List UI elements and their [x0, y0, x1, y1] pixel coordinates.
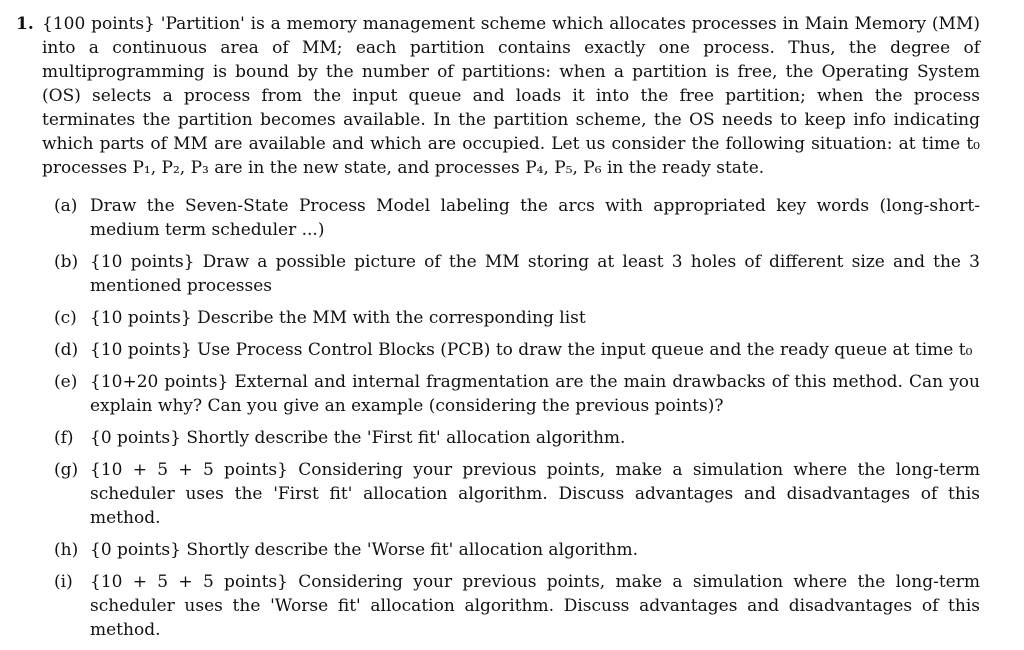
sub-question-e: [54, 370, 980, 418]
sub-question-text: {0 points} Shortly describe the 'First fit' allocation algorithm.: [90, 428, 626, 448]
sub-question-label: (e): [54, 372, 78, 392]
question-block: [16, 12, 980, 180]
sub-question-text: {10 points} Use Process Control Blocks (PCB) to draw the input queue and the ready queue at time t₀: [90, 340, 973, 360]
question-intro: {100 points} 'Partition' is a memory management scheme which allocates processes in Main Memory (MM) into a continuous area of MM; each partition contains exactly one process. Thus, the degree of multiprogramming is bound by the number of partitions: when a partition is free, the Operating System (OS) selects a process from the input queue and loads it into the free partition; when the process terminates the partition becomes available. In the partition scheme, the OS needs to keep info indicating which parts of MM are available and which are occupied. Let us consider the following situation: at time t₀ processes P₁, P₂, P₃ are in the new state, and processes P₄, P₅, P₆ in the ready state.: [42, 14, 980, 178]
sub-question-label: (d): [54, 340, 79, 360]
sub-question-label: (g): [54, 460, 79, 480]
sub-question-label: (f): [54, 428, 74, 448]
sub-question-list: [54, 194, 980, 642]
sub-question-label: (a): [54, 196, 78, 216]
document: [16, 12, 980, 650]
sub-question-b: [54, 250, 980, 298]
sub-question-label: (b): [54, 252, 79, 272]
sub-question-f: [54, 426, 980, 450]
sub-question-label: (i): [54, 572, 73, 592]
sub-question-h: [54, 538, 980, 562]
sub-question-i: [54, 570, 980, 642]
sub-question-text: {10 + 5 + 5 points} Considering your previous points, make a simulation where the long-term scheduler uses the 'First fit' allocation algorithm. Discuss advantages and disadvantages of this method.: [90, 460, 980, 528]
sub-question-d: [54, 338, 980, 362]
sub-question-text: {10+20 points} External and internal fragmentation are the main drawbacks of this method. Can you explain why? Can you give an example (considering the previous points)?: [90, 372, 980, 416]
sub-question-text: {10 points} Draw a possible picture of the MM storing at least 3 holes of different size and the 3 mentioned processes: [90, 252, 980, 296]
sub-question-text: {0 points} Shortly describe the 'Worse fit' allocation algorithm.: [90, 540, 638, 560]
sub-question-label: (c): [54, 308, 77, 328]
sub-question-g: [54, 458, 980, 530]
sub-question-text: Draw the Seven-State Process Model labeling the arcs with appropriated key words (long-short-medium term scheduler ...): [90, 196, 980, 240]
sub-question-c: [54, 306, 980, 330]
sub-question-text: {10 + 5 + 5 points} Considering your previous points, make a simulation where the long-term scheduler uses the 'Worse fit' allocation algorithm. Discuss advantages and disadvantages of this method.: [90, 572, 980, 640]
sub-question-label: (h): [54, 540, 79, 560]
question-number: 1.: [16, 14, 34, 34]
sub-question-text: {10 points} Describe the MM with the corresponding list: [90, 308, 586, 328]
sub-question-a: [54, 194, 980, 242]
